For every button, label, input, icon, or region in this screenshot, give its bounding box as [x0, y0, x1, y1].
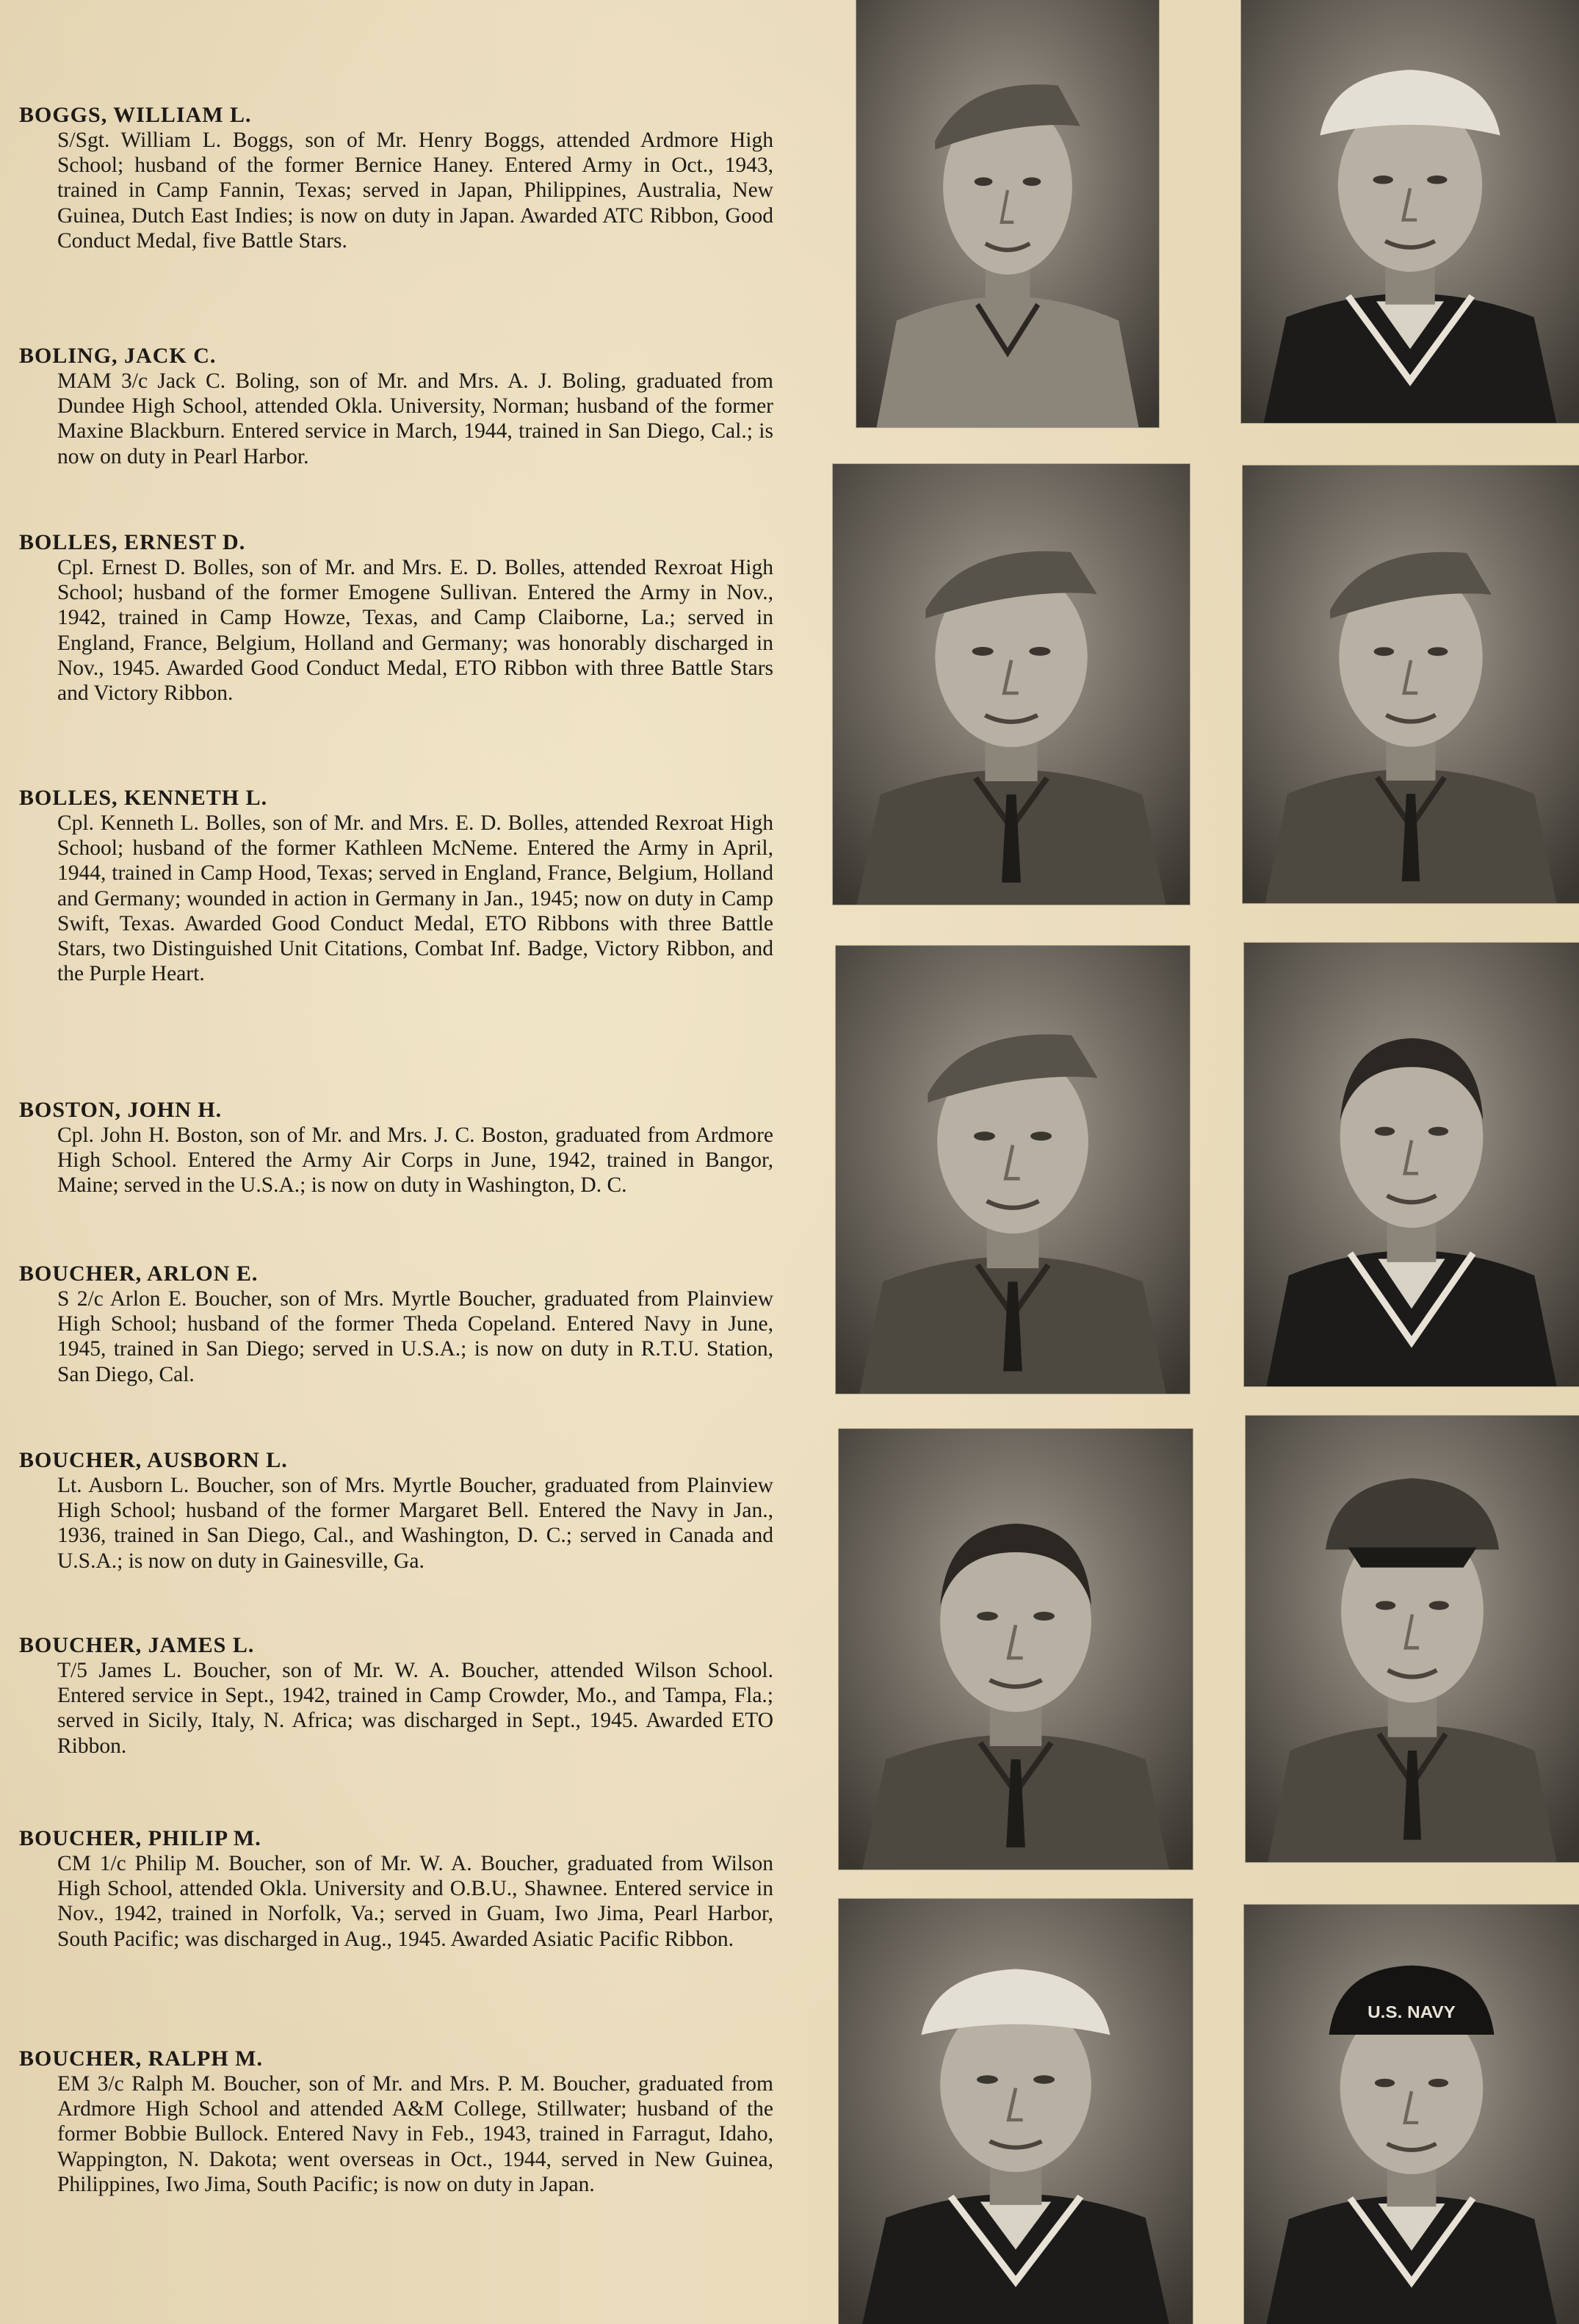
entry-boucher-ralph: [19, 2046, 773, 2197]
cap-band-text: U.S. NAVY: [1367, 2002, 1456, 2022]
eye-right: [1428, 2079, 1448, 2087]
entry-name: BOLLES, ERNEST D.: [19, 530, 246, 554]
entry-name: BOLLES, KENNETH L.: [19, 786, 268, 810]
entry-name: BOGGS, WILLIAM L.: [19, 103, 252, 127]
portrait-photo-boston: [836, 946, 1190, 1394]
entry-name: BOUCHER, ARLON E.: [19, 1261, 259, 1286]
eye-right: [1429, 1601, 1449, 1610]
portrait-photo-boling: [1241, 0, 1579, 423]
entry-boston-john: [19, 1098, 773, 1198]
eye-left: [1374, 647, 1394, 656]
entry-bolles-ernest: [19, 530, 773, 706]
eye-left: [972, 647, 994, 656]
entry-name: BOUCHER, PHILIP M.: [19, 1826, 261, 1850]
eye-right: [1428, 647, 1448, 656]
entry-name: BOUCHER, AUSBORN L.: [19, 1448, 288, 1472]
entry-biography: MAM 3/c Jack C. Boling, son of Mr. and Mrs. A. J. Boling, graduated from Dundee High School, attended Okla. University, Norman; husband of the former Maxine Blackburn. Entered service in March, 1944, trained in San Diego, Cal.; is now on duty in Pearl Harbor.: [57, 369, 773, 468]
entry-name: BOSTON, JOHN H.: [19, 1098, 223, 1122]
entry-biography: EM 3/c Ralph M. Boucher, son of Mr. and Mrs. P. M. Boucher, graduated from Ardmore High School and attended A&M College, Stillwater; husband of the former Bobbie Bullock. Entered Navy in Feb., 1943, trained in Farragut, Idaho, Wappington, N. Dakota; went overseas in Oct., 1944, served in New Guinea, Philippines, Iwo Jima, South Pacific; is now on duty in Japan.: [57, 2072, 773, 2196]
portrait-photo-boggs: [856, 0, 1159, 427]
portrait-photo-boucher-ralph: [1244, 1905, 1579, 2324]
portrait-photo-bolles-kenneth: [1243, 466, 1579, 903]
entry-biography: Cpl. Ernest D. Bolles, son of Mr. and Mrs. E. D. Bolles, attended Rexroat High School; husband of the former Emogene Sullivan. Entered the Army in Nov., 1942, trained in Camp Howze, Texas, and Camp Claiborne, La.; served in England, France, Belgium, Holland and Germany; was honorably discharged in Nov., 1945. Awarded Good Conduct Medal, ETO Ribbon with three Battle Stars and Victory Ribbon.: [57, 556, 773, 706]
entry-biography: CM 1/c Philip M. Boucher, son of Mr. W. A. Boucher, graduated from Wilson High School, attended Okla. University and O.B.U., Shawnee. Entered service in Nov., 1942, trained in Norfolk, Va.; served in Guam, Iwo Jima, Pearl Harbor, South Pacific; was discharged in Aug., 1945. Awarded Asiatic Pacific Ribbon.: [57, 1852, 773, 1951]
entry-boucher-james: [19, 1633, 773, 1759]
eye-right: [1427, 175, 1448, 184]
eye-left: [1373, 175, 1393, 184]
entry-biography: Cpl. John H. Boston, son of Mr. and Mrs. J. C. Boston, graduated from Ardmore High School. Entered the Army Air Corps in June, 1942, trained in Bangor, Maine; served in the U.S.A.; is now on duty in Washington, D. C.: [57, 1123, 773, 1198]
entry-boucher-arlon: [19, 1261, 773, 1387]
entry-biography: S 2/c Arlon E. Boucher, son of Mrs. Myrtle Boucher, graduated from Plainview High School; husband of the former Theda Copeland. Entered Navy in June, 1945, trained in San Diego; served in U.S.A.; is now on duty in R.T.U. Station, San Diego, Cal.: [57, 1287, 773, 1386]
entry-boucher-philip: [19, 1826, 773, 1952]
entry-name: BOUCHER, RALPH M.: [19, 2046, 263, 2071]
eye-right: [1428, 1127, 1448, 1136]
entry-bolles-kenneth: [19, 786, 773, 986]
eye-left: [977, 1612, 998, 1621]
entry-boucher-ausborn: [19, 1448, 773, 1574]
eye-left: [975, 178, 993, 187]
portrait-photo-boucher-arlon: [1244, 943, 1579, 1386]
entry-biography: T/5 James L. Boucher, son of Mr. W. A. Boucher, attended Wilson School. Entered service in Sept., 1942, trained in Camp Crowder, Mo., and Tampa, Fla.; served in Sicily, Italy, N. Africa; was discharged in Sept., 1945. Awarded ETO Ribbon.: [57, 1659, 773, 1758]
eye-left: [1375, 2079, 1395, 2087]
portrait-photo-boucher-philip: [839, 1899, 1193, 2324]
entry-boling-jack: [19, 344, 773, 469]
eye-left: [1376, 1601, 1395, 1610]
entry-name: BOLING, JACK C.: [19, 344, 217, 368]
uniform-shape: [876, 297, 1138, 427]
eye-left: [974, 1132, 995, 1140]
eye-left: [1375, 1127, 1395, 1136]
portrait-photo-bolles-ernest: [833, 464, 1190, 905]
cap-visor: [1348, 1547, 1477, 1567]
eye-right: [1033, 2075, 1055, 2084]
entry-biography: S/Sgt. William L. Boggs, son of Mr. Henry Boggs, attended Ardmore High School; husband of the former Bernice Haney. Entered Army in Oct., 1943, trained in Camp Fannin, Texas; served in Japan, Philippines, Australia, New Guinea, Dutch East Indies; is now on duty in Japan. Awarded ATC Ribbon, Good Conduct Medal, five Battle Stars.: [57, 128, 773, 253]
entry-boggs-william: [19, 103, 773, 253]
eye-right: [1033, 1612, 1055, 1621]
entry-biography: Cpl. Kenneth L. Bolles, son of Mr. and Mrs. E. D. Bolles, attended Rexroat High School; husband of the former Kathleen McNeme. Entered the Army in April, 1944, trained in Camp Hood, Texas; served in England, France, Belgium, Holland and Germany; wounded in action in Germany in Jan., 1945; now on duty in Camp Swift, Texas. Awarded Good Conduct Medal, ETO Ribbons with three Battle Stars, two Distinguished Unit Citations, Combat Inf. Badge, Victory Ribbon, and the Purple Heart.: [57, 811, 773, 986]
portrait-photo-boucher-james: [1246, 1416, 1579, 1862]
entry-name: BOUCHER, JAMES L.: [19, 1633, 255, 1657]
entry-biography: Lt. Ausborn L. Boucher, son of Mrs. Myrtle Boucher, graduated from Plainview High School; husband of the former Margaret Bell. Entered the Navy in Jan., 1936, trained in San Diego, Cal., and Washington, D. C.; served in Canada and U.S.A.; is now on duty in Gainesville, Ga.: [57, 1474, 773, 1573]
eye-right: [1029, 647, 1050, 656]
eye-left: [977, 2075, 998, 2084]
eye-right: [1023, 178, 1041, 187]
portrait-photo-boucher-ausborn: [839, 1429, 1193, 1869]
eye-right: [1030, 1132, 1052, 1140]
